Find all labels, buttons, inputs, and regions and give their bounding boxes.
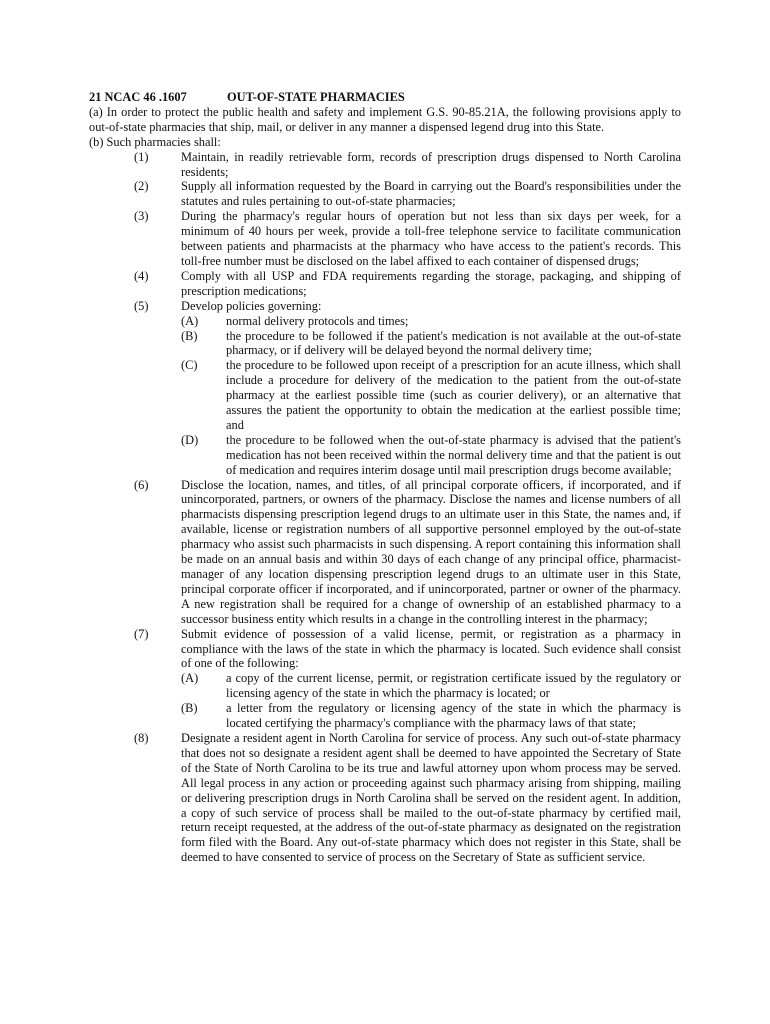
rule-title: OUT-OF-STATE PHARMACIES bbox=[227, 90, 405, 104]
paragraph-a: (a) In order to protect the public health and safety and implement G.S. 90-85.21A, the following provisions apply to out-of-state pharmacies that ship, mail, or deliver in any manner a dispensed legend drug into this State. bbox=[89, 104, 681, 134]
list-item bbox=[89, 209, 681, 269]
item-text: Develop policies governing: bbox=[181, 298, 322, 313]
sub-item-text: the procedure to be followed when the out-of-state pharmacy is advised that the patient's medication has not been received within the normal delivery time and that the patient is out of medication and requires interim dosage until mail prescription drugs become available; bbox=[226, 432, 681, 477]
paragraph-b: (b) Such pharmacies shall: bbox=[89, 134, 221, 149]
item-body bbox=[181, 731, 681, 865]
sub-item bbox=[181, 358, 681, 433]
item-text: Submit evidence of possession of a valid license, permit, or registration as a pharmacy in compliance with the laws of the state in which the pharmacy is located. Such evidence shall consist of one of the following: bbox=[181, 626, 681, 671]
document-page bbox=[89, 90, 681, 865]
item-body bbox=[181, 179, 681, 209]
item-body bbox=[181, 627, 681, 731]
sub-item-letter: (A) bbox=[181, 313, 199, 328]
item-number: (6) bbox=[134, 477, 149, 492]
list-item bbox=[89, 478, 681, 627]
sub-item-text: a letter from the regulatory or licensing agency of the state in which the pharmacy is located certifying the pharmacy's compliance with the pharmacy laws of that state; bbox=[226, 701, 681, 731]
rule-heading bbox=[89, 90, 681, 105]
item-body bbox=[181, 269, 681, 299]
sub-item bbox=[181, 671, 681, 701]
item-body bbox=[181, 478, 681, 627]
sub-item-letter: (B) bbox=[181, 328, 198, 343]
item-text: Comply with all USP and FDA requirements regarding the storage, packaging, and shipping of prescription medications; bbox=[181, 268, 681, 298]
item-body bbox=[181, 150, 681, 180]
item-number: (5) bbox=[134, 298, 149, 313]
list-item bbox=[89, 179, 681, 209]
sub-item-letter: (C) bbox=[181, 358, 198, 373]
item-body bbox=[181, 299, 681, 478]
sub-item-text: normal delivery protocols and times; bbox=[226, 313, 409, 328]
sub-item-text: a copy of the current license, permit, or registration certificate issued by the regulatory or licensing agency of the state in which the pharmacy is located; or bbox=[226, 671, 681, 701]
item-text: Maintain, in readily retrievable form, records of prescription drugs dispensed to North Carolina residents; bbox=[181, 149, 681, 179]
provision-list bbox=[89, 150, 681, 866]
sub-item bbox=[181, 329, 681, 359]
item-number: (2) bbox=[134, 179, 149, 194]
sub-item bbox=[181, 314, 681, 329]
list-item bbox=[89, 627, 681, 731]
item-number: (7) bbox=[134, 626, 149, 641]
sub-item-text: the procedure to be followed upon receipt of a prescription for an acute illness, which shall include a procedure for delivery of the medication to the patient from the out-of-state pharmacy at the earliest possible time (such as courier delivery), or an alternative that assures the patient the opportunity to obtain the medication at the earliest possible time; and bbox=[226, 358, 681, 432]
item-text: Designate a resident agent in North Carolina for service of process. Any such out-of-state pharmacy that does not so designate a resident agent shall be deemed to have appointed the Secretary of State of the State of North Carolina to be its true and lawful attorney upon whom process may be served. All legal process in any action or proceeding against such pharmacy arising from shipping, mailing or delivering prescription drugs in North Carolina shall be served on the resident agent. In addition, a copy of such service of process shall be mailed to the out-of-state pharmacy by certified mail, return receipt requested, at the address of the out-of-state pharmacy as designated on the registration form filed with the Board. Any out-of-state pharmacy which does not register in this State, shall be deemed to have consented to service of process on the Secretary of State as sufficient service. bbox=[181, 730, 681, 865]
item-number: (4) bbox=[134, 268, 149, 283]
list-item bbox=[89, 269, 681, 299]
item-number: (1) bbox=[134, 149, 149, 164]
sub-item-letter: (D) bbox=[181, 432, 199, 447]
sub-item-letter: (B) bbox=[181, 701, 198, 716]
list-item bbox=[89, 731, 681, 865]
item-body bbox=[181, 209, 681, 269]
list-item bbox=[89, 299, 681, 478]
sub-item-text: the procedure to be followed if the patient's medication is not available at the out-of-state pharmacy, or if delivery will be delayed beyond the normal delivery time; bbox=[226, 328, 681, 358]
list-item bbox=[89, 150, 681, 180]
sub-item bbox=[181, 433, 681, 478]
item-number: (3) bbox=[134, 209, 149, 224]
sub-item-letter: (A) bbox=[181, 671, 199, 686]
rule-code: 21 NCAC 46 .1607 bbox=[89, 90, 187, 104]
item-text: Disclose the location, names, and titles, of all principal corporate officers, if incorporated, and if unincorporated, partners, or owners of the pharmacy. Disclose the names and license numbers of all pharmacists dispensing prescription legend drugs to an ultimate user in this State, the names and, if available, license or registration numbers of all supportive personnel employed by the out-of-state pharmacy who assist such pharmacists in such dispensing. A report containing this information shall be made on an annual basis and within 30 days of each change of any principal office, pharmacist-manager of any location dispensing prescription legend drugs to an ultimate user in this State, principal corporate officer if incorporated, and if unincorporated, partner or owner of the pharmacy. A new registration shall be required for a change of ownership of an established pharmacy to a successor business entity which results in a change in the controlling interest in the pharmacy; bbox=[181, 477, 681, 626]
item-text: During the pharmacy's regular hours of operation but not less than six days per week, for a minimum of 40 hours per week, provide a toll-free telephone service to facilitate communication between patients and pharmacists at the pharmacy who have access to the patient's records. This toll-free number must be disclosed on the label affixed to each container of dispensed drugs; bbox=[181, 209, 681, 268]
item-text: Supply all information requested by the Board in carrying out the Board's responsibilities under the statutes and rules pertaining to out-of-state pharmacies; bbox=[181, 179, 681, 209]
sub-item bbox=[181, 701, 681, 731]
item-number: (8) bbox=[134, 730, 149, 745]
